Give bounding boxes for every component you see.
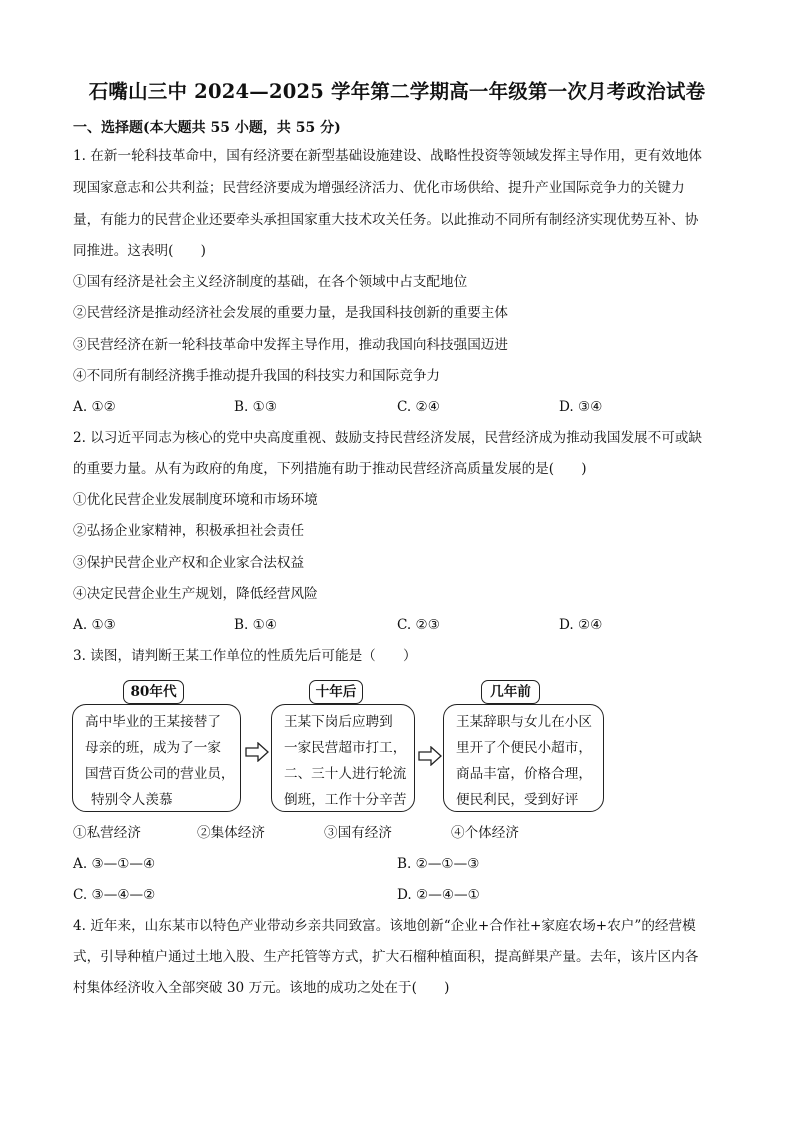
diagram-box-3-line: 王某辞职与女儿在小区 [456, 714, 592, 730]
diagram-box-3-line: 商品丰富，价格合理， [456, 766, 592, 782]
diagram-box-1-line: 高中毕业的王某接替了 [85, 714, 221, 730]
q2-option-d[interactable]: D. ②④ [559, 617, 603, 633]
q3-option-d[interactable]: D. ②—④—① [397, 887, 480, 903]
exam-title: 石嘴山三中 2024—2025 学年第二学期高一年级第一次月考政治试卷 [88, 80, 706, 103]
q2-option-b[interactable]: B. ①④ [234, 617, 278, 633]
q2-option-c[interactable]: C. ②③ [397, 617, 440, 633]
q1-item: ①国有经济是社会主义经济制度的基础，在各个领域中占支配地位 [73, 274, 468, 290]
q1-stem-line: 同推进。这表明( ) [73, 243, 206, 259]
q1-stem-line: 1. 在新一轮科技革命中，国有经济要在新型基础设施建设、战略性投资等领域发挥主导作用，更有效地体 [73, 148, 703, 164]
q4-stem-line: 4. 近年来，山东某市以特色产业带动乡亲共同致富。该地创新“企业+合作社+家庭农场+农户”的经营模 [73, 918, 696, 934]
diagram-box-3-line: 里开了个便民小超市， [456, 740, 592, 756]
diagram-tag-2: 十年后 [309, 680, 363, 704]
diagram-box-1 [72, 704, 241, 812]
q3-option-c[interactable]: C. ③—④—② [73, 887, 156, 903]
q1-item: ②民营经济是推动经济社会发展的重要力量，是我国科技创新的重要主体 [73, 305, 508, 321]
q3-stem-line: 3. 读图，请判断王某工作单位的性质先后可能是（ ） [73, 648, 417, 664]
right-arrow-icon [245, 742, 269, 762]
q3-item: ③国有经济 [324, 825, 392, 841]
q2-option-a[interactable]: A. ①③ [73, 617, 116, 633]
diagram-box-3-line: 便民利民，受到好评 [456, 792, 579, 808]
q3-item: ②集体经济 [197, 825, 265, 841]
diagram-box-1-line: 母亲的班，成为了一家 [85, 740, 221, 756]
q2-item: ③保护民营企业产权和企业家合法权益 [73, 555, 305, 571]
q2-stem-line: 的重要力量。从有为政府的角度，下列措施有助于推动民营经济高质量发展的是( ) [73, 461, 587, 477]
q4-stem-line: 式，引导种植户通过土地入股、生产托管等方式，扩大石榴种植面积，提高鲜果产量。去年，该片区内各 [73, 949, 699, 965]
q3-item: ①私营经济 [73, 825, 141, 841]
diagram-box-3 [443, 704, 604, 812]
q3-option-b[interactable]: B. ②—①—③ [397, 856, 480, 872]
q3-option-a[interactable]: A. ③—①—④ [73, 856, 156, 872]
q3-item: ④个体经济 [451, 825, 519, 841]
q1-option-d[interactable]: D. ③④ [559, 399, 603, 415]
diagram-box-2 [271, 704, 415, 812]
q1-item: ④不同所有制经济携手推动提升我国的科技实力和国际竞争力 [73, 368, 441, 384]
diagram-box-2-line: 二、三十人进行轮流 [284, 766, 407, 782]
q2-item: ④决定民营企业生产规划，降低经营风险 [73, 586, 318, 602]
q1-option-b[interactable]: B. ①③ [234, 399, 278, 415]
q1-stem-line: 量，有能力的民营企业还要牵头承担国家重大技术攻关任务。以此推动不同所有制经济实现优势互补、协 [73, 212, 699, 228]
section-heading: 一、选择题(本大题共 55 小题，共 55 分) [73, 120, 341, 136]
diagram-box-2-line: 一家民营超市打工， [284, 740, 407, 756]
q1-stem-line: 现国家意志和公共利益；民营经济要成为增强经济活力、优化市场供给、提升产业国际竞争力的关键力 [73, 180, 685, 196]
q1-option-a[interactable]: A. ①② [73, 399, 116, 415]
q2-item: ②弘扬企业家精神，积极承担社会责任 [73, 523, 305, 539]
diagram-box-1-line: 特别令人羡慕 [91, 792, 173, 808]
q1-item: ③民营经济在新一轮科技革命中发挥主导作用，推动我国向科技强国迈进 [73, 337, 508, 353]
diagram-tag-3: 几年前 [481, 680, 540, 704]
q2-item: ①优化民营企业发展制度环境和市场环境 [73, 492, 318, 508]
diagram-box-2-line: 王某下岗后应聘到 [284, 714, 393, 730]
q2-stem-line: 2. 以习近平同志为核心的党中央高度重视、鼓励支持民营经济发展，民营经济成为推动我国发展不可或缺 [73, 430, 703, 446]
q4-stem-line: 村集体经济收入全部突破 30 万元。该地的成功之处在于( ) [73, 980, 450, 996]
q1-option-c[interactable]: C. ②④ [397, 399, 440, 415]
diagram-box-1-line: 国营百货公司的营业员， [85, 766, 235, 782]
diagram-tag-1: 80年代 [123, 680, 184, 704]
diagram-box-2-line: 倒班，工作十分辛苦 [284, 792, 407, 808]
right-arrow-icon [418, 746, 442, 766]
